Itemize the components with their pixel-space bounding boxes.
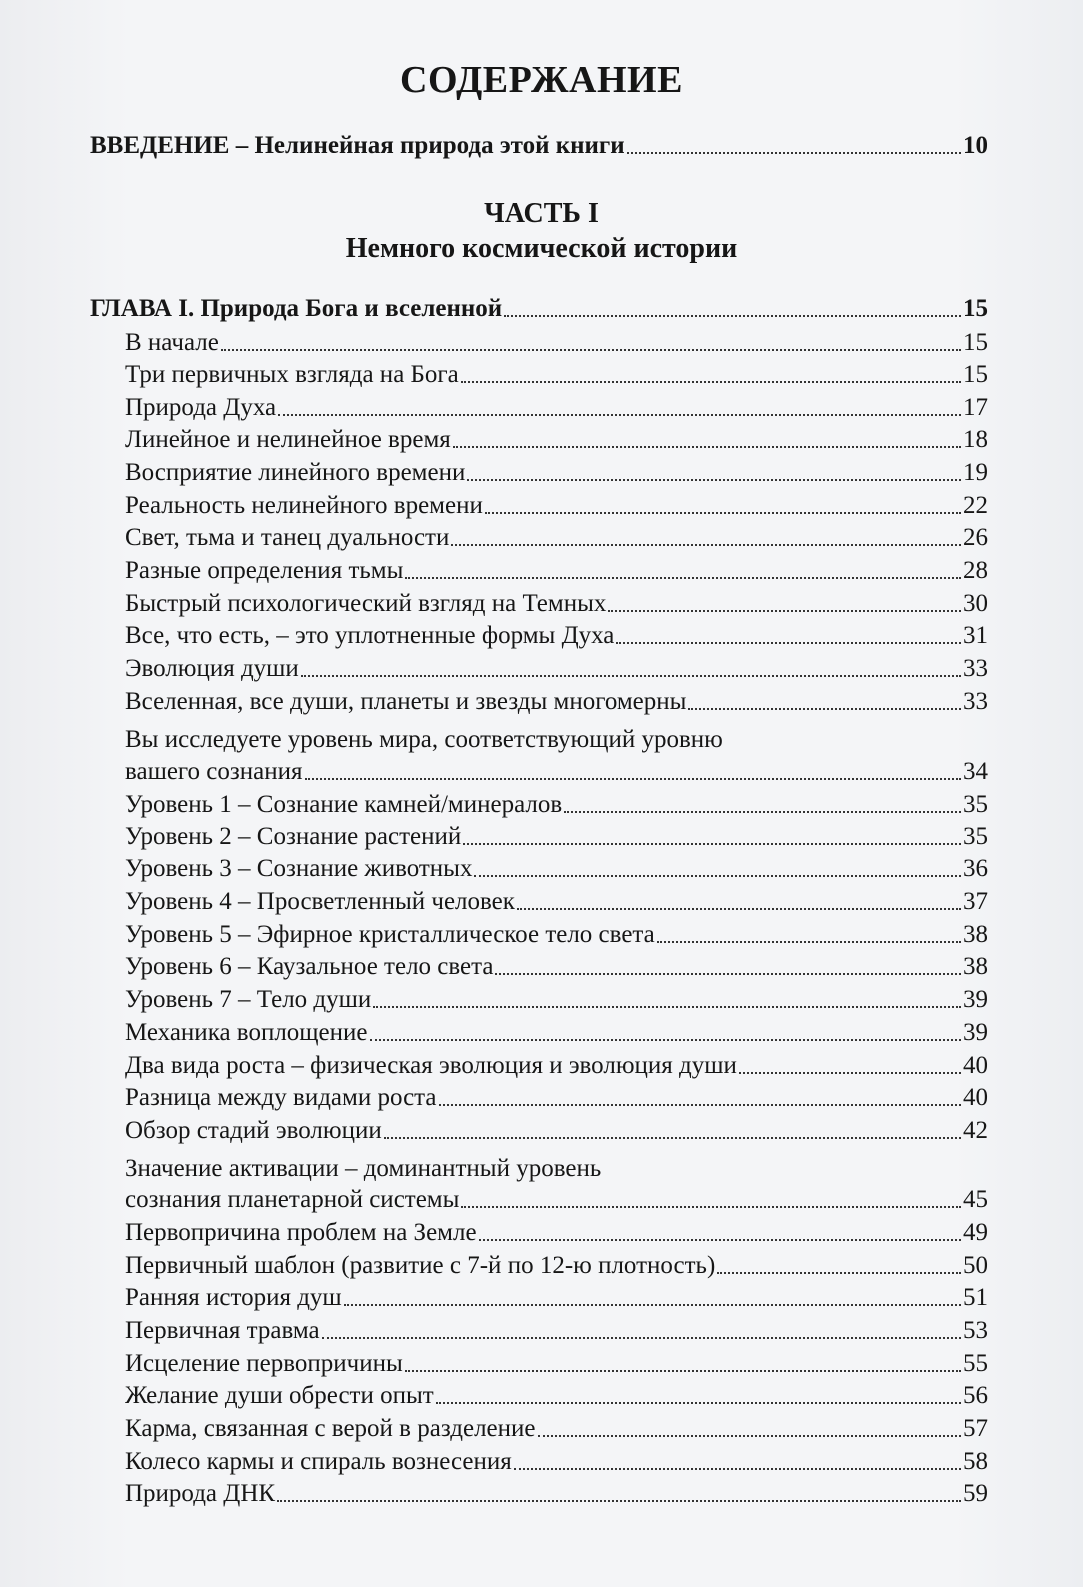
toc-entry-label: Разница между видами роста <box>125 1084 437 1111</box>
toc-entry <box>125 789 988 821</box>
toc-entry-page: 30 <box>963 590 988 617</box>
toc-leader-dots <box>739 1072 961 1074</box>
toc-entry-label: В начале <box>125 329 219 356</box>
toc-entry-page: 15 <box>963 329 988 356</box>
toc-entry <box>125 392 988 424</box>
toc-entry-label: Уровень 5 – Эфирное кристаллическое тело света <box>125 921 655 948</box>
toc-leader-dots <box>616 642 961 644</box>
toc-entry <box>125 1217 988 1249</box>
toc-entry-page: 59 <box>963 1480 988 1507</box>
toc-entry-label: Природа ДНК <box>125 1480 276 1507</box>
toc-entry-page: 33 <box>963 688 988 715</box>
toc-entry <box>125 853 988 885</box>
toc-leader-dots <box>384 1137 961 1139</box>
toc-entry <box>125 1184 988 1216</box>
toc-entry-label: Исцеление первопричины <box>125 1350 403 1377</box>
toc-entry-label: Свет, тьма и танец дуальности <box>125 524 450 551</box>
toc-entry-page: 26 <box>963 524 988 551</box>
toc-entry <box>125 984 988 1016</box>
toc-entry <box>125 821 988 853</box>
toc-entry-page: 34 <box>963 758 988 785</box>
page-title: СОДЕРЖАНИЕ <box>400 59 683 101</box>
toc-leader-dots <box>479 1239 961 1241</box>
toc-entry <box>125 1478 988 1510</box>
toc-entry-label: Все, что есть, – это уплотненные формы Духа <box>125 622 615 649</box>
toc-entry-label: Линейное и нелинейное время <box>125 426 451 453</box>
toc-entry-page: 28 <box>963 557 988 584</box>
toc-leader-dots <box>373 1006 961 1008</box>
toc-leader-dots <box>301 675 961 677</box>
toc-leader-dots <box>564 811 961 813</box>
toc-leader-dots <box>221 349 961 351</box>
toc-leader-dots <box>627 152 961 154</box>
toc-entry-page: 35 <box>963 823 988 850</box>
toc-leader-dots <box>451 544 961 546</box>
toc-entry <box>125 919 988 951</box>
toc-entry-label: Первичная травма <box>125 1317 320 1344</box>
part-subtitle: Немного космической истории <box>345 233 738 264</box>
part-title: ЧАСТЬ I <box>484 198 599 229</box>
toc-leader-dots <box>305 778 961 780</box>
toc-entry-label: Вселенная, все души, планеты и звезды многомерны <box>125 688 687 715</box>
toc-entry <box>125 1050 988 1082</box>
toc-intro-label: ВВЕДЕНИЕ – Нелинейная природа этой книги <box>90 132 625 159</box>
toc-entry-label: Уровень 2 – Сознание растений <box>125 823 462 850</box>
toc-leader-dots <box>277 1500 961 1502</box>
toc-entry-page: 33 <box>963 655 988 682</box>
toc-entry-label: Разные определения тьмы <box>125 557 404 584</box>
toc-entry-page: 31 <box>963 622 988 649</box>
toc-entry-page: 37 <box>963 888 988 915</box>
toc-leader-dots <box>688 708 961 710</box>
toc-entry-label: Обзор стадий эволюции <box>125 1117 382 1144</box>
toc-entry-label: Карма, связанная с верой в разделение <box>125 1415 536 1442</box>
toc-entry <box>125 886 988 918</box>
toc-leader-dots <box>657 941 961 943</box>
toc-leader-dots <box>370 1039 962 1041</box>
toc-entry-page: 55 <box>963 1350 988 1377</box>
toc-entry-label: Первопричина проблем на Земле <box>125 1219 477 1246</box>
toc-leader-dots <box>436 1402 961 1404</box>
toc-leader-dots <box>467 479 961 481</box>
toc-entry <box>125 686 988 718</box>
toc-entry <box>125 522 988 554</box>
toc-entry-label: вашего сознания <box>125 758 303 785</box>
toc-entry-label: Желание души обрести опыт <box>125 1382 434 1409</box>
toc-chapter-page: 15 <box>963 295 988 322</box>
toc-entry-page: 42 <box>963 1117 988 1144</box>
toc-leader-dots <box>485 512 961 514</box>
toc-entry <box>125 1413 988 1445</box>
toc-chapter-label: ГЛАВА I. Природа Бога и вселенной <box>90 295 503 322</box>
toc-leader-dots <box>538 1435 962 1437</box>
toc-entry-label: Природа Духа <box>125 394 277 421</box>
toc-leader-dots <box>504 315 961 317</box>
toc-intro-page: 10 <box>963 132 988 159</box>
toc-entry-page: 58 <box>963 1448 988 1475</box>
toc-entry-page: 38 <box>963 921 988 948</box>
toc-entry-label: Реальность нелинейного времени <box>125 492 483 519</box>
toc-entry-page: 49 <box>963 1219 988 1246</box>
toc-intro-line <box>90 130 988 162</box>
toc-entry-page: 56 <box>963 1382 988 1409</box>
toc-entry-page: 53 <box>963 1317 988 1344</box>
toc-entry <box>125 457 988 489</box>
toc-leader-dots <box>461 381 961 383</box>
toc-entry-page: 39 <box>963 1019 988 1046</box>
toc-entry <box>125 1017 988 1049</box>
toc-entry-page: 50 <box>963 1252 988 1279</box>
toc-entry <box>125 951 988 983</box>
toc-entry-label: Два вида роста – физическая эволюция и эволюция души <box>125 1052 737 1079</box>
toc-entry-label: Эволюция души <box>125 655 299 682</box>
toc-leader-dots <box>405 1370 961 1372</box>
toc-leader-dots <box>322 1337 961 1339</box>
toc-entry-page: 17 <box>963 394 988 421</box>
toc-leader-dots <box>439 1104 961 1106</box>
toc-entry <box>125 359 988 391</box>
toc-leader-dots <box>717 1272 961 1274</box>
toc-entry <box>125 1315 988 1347</box>
toc-entry <box>125 424 988 456</box>
toc-entry-page: 15 <box>963 361 988 388</box>
toc-leader-dots <box>514 1468 961 1470</box>
toc-entry-label: Три первичных взгляда на Бога <box>125 361 459 388</box>
toc-entry-page: 40 <box>963 1084 988 1111</box>
toc-entry <box>125 1348 988 1380</box>
toc-entry-label: Уровень 6 – Каузальное тело света <box>125 953 494 980</box>
toc-leader-dots <box>461 1206 961 1208</box>
toc-entry <box>125 1282 988 1314</box>
toc-entry-label: Уровень 7 – Тело души <box>125 986 372 1013</box>
toc-entry-page: 38 <box>963 953 988 980</box>
toc-leader-dots <box>608 610 961 612</box>
toc-entry <box>125 1446 988 1478</box>
toc-entry-label: Колесо кармы и спираль вознесения <box>125 1448 512 1475</box>
toc-entry <box>125 653 988 685</box>
toc-entry <box>125 1380 988 1412</box>
toc-entry <box>125 620 988 652</box>
toc-entry-label: Быстрый психологический взгляд на Темных <box>125 590 607 617</box>
toc-entry <box>125 1250 988 1282</box>
toc-entry-page: 51 <box>963 1284 988 1311</box>
toc-entry-first-line: Вы исследуете уровень мира, соответствующий уровню <box>125 726 723 753</box>
toc-entry-page: 36 <box>963 855 988 882</box>
toc-entry-page: 45 <box>963 1186 988 1213</box>
toc-leader-dots <box>405 577 961 579</box>
toc-chapter-line <box>90 293 988 325</box>
toc-leader-dots <box>474 875 961 877</box>
toc-leader-dots <box>495 973 961 975</box>
toc-leader-dots <box>278 414 961 416</box>
toc-entry-label: Восприятие линейного времени <box>125 459 466 486</box>
toc-leader-dots <box>463 843 961 845</box>
toc-entry-label: Ранняя история душ <box>125 1284 342 1311</box>
toc-entry <box>125 1082 988 1114</box>
toc-entry <box>125 1115 988 1147</box>
toc-entry-page: 35 <box>963 791 988 818</box>
toc-entry-page: 40 <box>963 1052 988 1079</box>
toc-leader-dots <box>344 1304 961 1306</box>
toc-entry-first-line: Значение активации – доминантный уровень <box>125 1155 602 1182</box>
toc-entry <box>125 756 988 788</box>
toc-leader-dots <box>453 446 961 448</box>
toc-entry-page: 19 <box>963 459 988 486</box>
toc-entry <box>125 490 988 522</box>
toc-entry-page: 18 <box>963 426 988 453</box>
toc-entry-label: Уровень 3 – Сознание животных <box>125 855 473 882</box>
toc-entry <box>125 588 988 620</box>
toc-entry <box>125 555 988 587</box>
toc-entry-label: Первичный шаблон (развитие с 7-й по 12-ю плотность) <box>125 1252 716 1279</box>
toc-entry-label: Механика воплощение <box>125 1019 368 1046</box>
toc-entry-page: 22 <box>963 492 988 519</box>
toc-entry-label: Уровень 1 – Сознание камней/минералов <box>125 791 563 818</box>
toc-entry-label: Уровень 4 – Просветленный человек <box>125 888 515 915</box>
toc-entry-label: сознания планетарной системы <box>125 1186 460 1213</box>
toc-entry-page: 57 <box>963 1415 988 1442</box>
toc-entry <box>125 327 988 359</box>
toc-leader-dots <box>517 908 961 910</box>
toc-entry-page: 39 <box>963 986 988 1013</box>
